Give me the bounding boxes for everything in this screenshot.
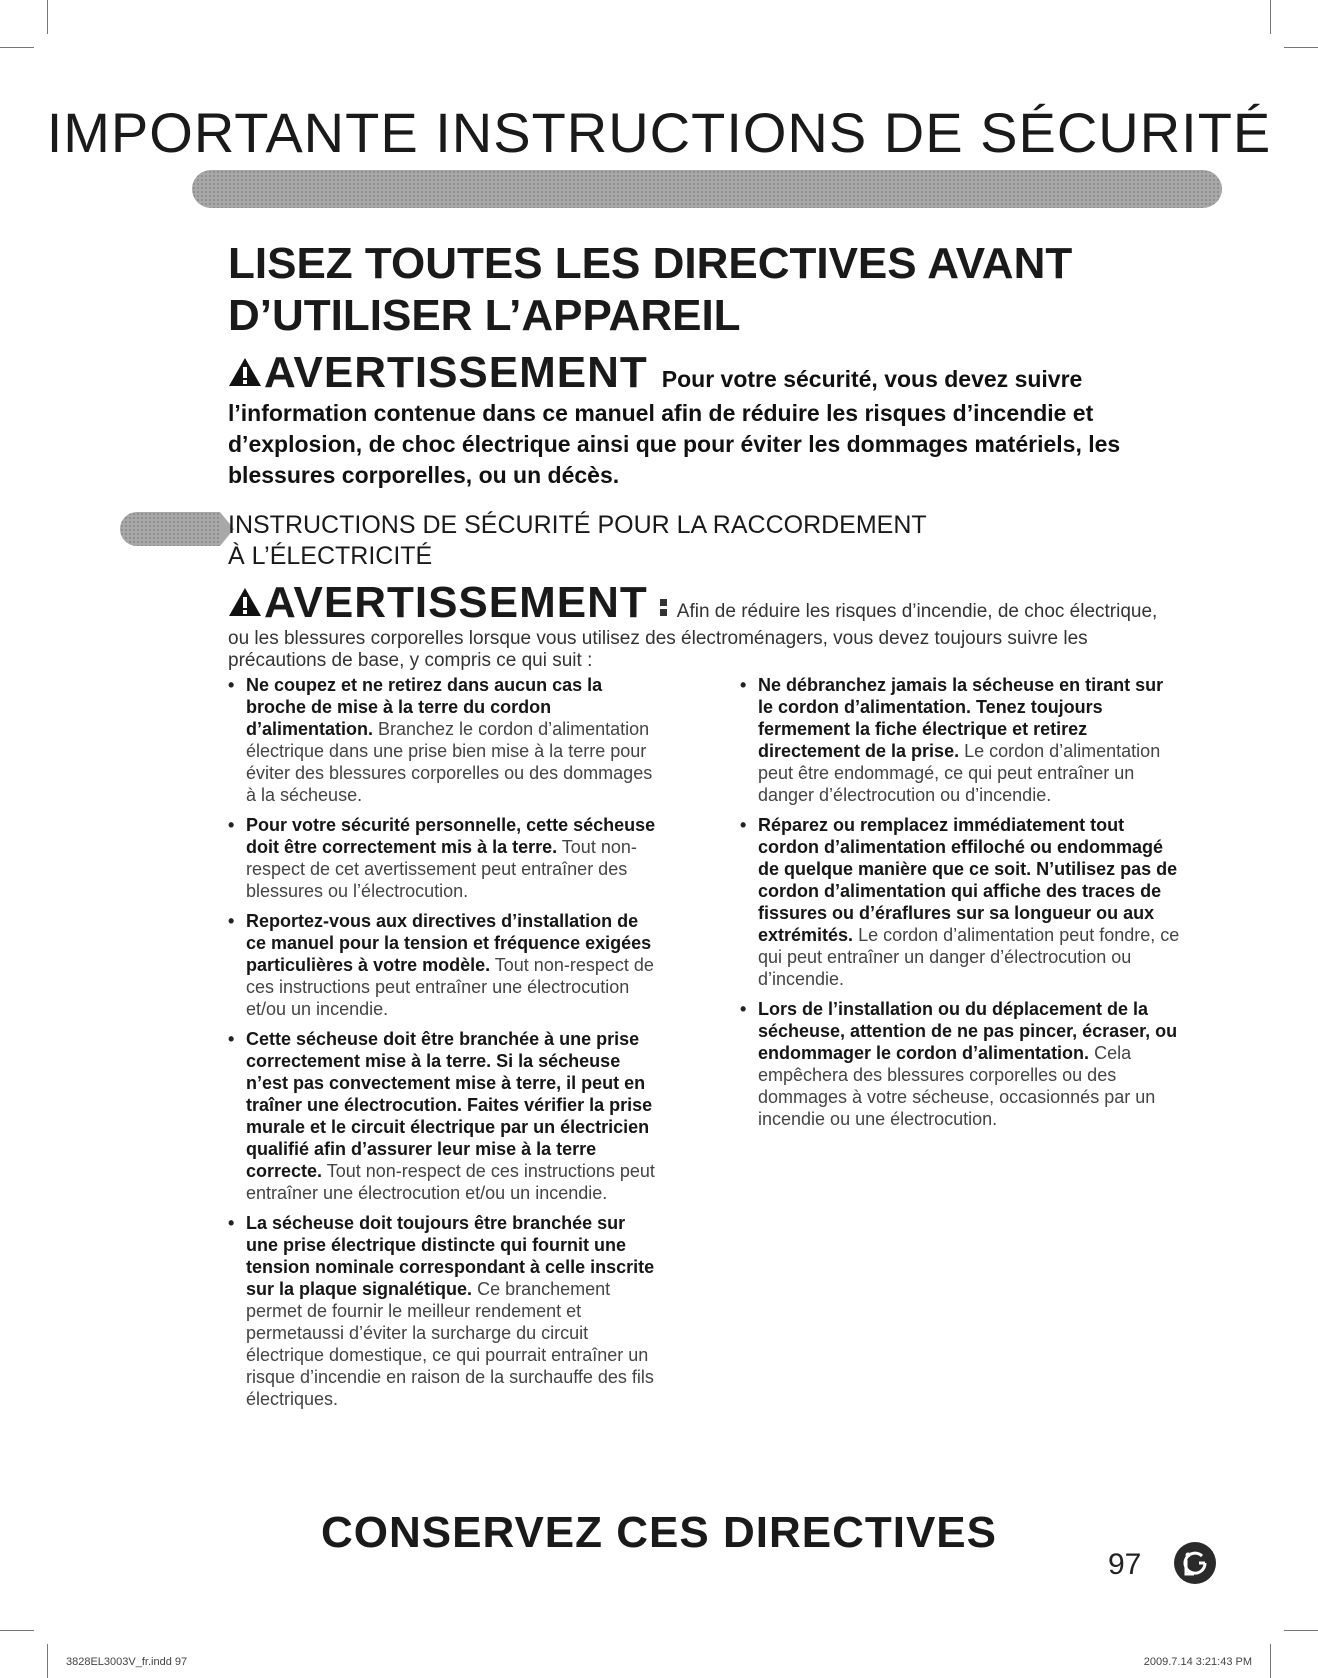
item-text: Tout non-respect de ces instructions peut entraîner une électrocution et/ou un incendie. xyxy=(246,1161,655,1203)
warning-block-2 xyxy=(228,578,1188,672)
crop-mark xyxy=(1270,0,1271,34)
item-bold-text: Réparez ou remplacez immédiatement tout cordon d’alimentation effiloché ou endommagé de quelque manière que ce soit. N’utilisez pas de cordon d’alimentation qui affiche des traces de fissures ou d’éraflures sur sa longueur ou aux extrémités. xyxy=(758,815,1178,945)
page-title: IMPORTANTE INSTRUCTIONS DE SÉCURITÉ xyxy=(46,101,1272,164)
section-marker xyxy=(120,512,220,546)
list-item xyxy=(228,910,658,1020)
warning-triangle-icon xyxy=(228,587,262,622)
section-heading-line1: INSTRUCTIONS DE SÉCURITÉ POUR LA RACCORDEMENT xyxy=(228,511,927,539)
footer-title: CONSERVEZ CES DIRECTIVES xyxy=(321,1508,997,1557)
item-text: Le cordon d’alimentation peut être endommagé, ce qui peut entraîner un danger d’électrocution ou d’incendie. xyxy=(758,741,1161,805)
item-text: Ce branchement permet de fournir le meilleur rendement et permetaussi d’éviter la surcharge du circuit électrique domestique, ce qui pourrait entraîner un risque d’incendie en raison de la surchauffe des fils électriques. xyxy=(246,1279,654,1409)
item-bold-text: Ne débranchez jamais la sécheuse en tirant sur le cordon d’alimentation. Tenez toujours fermement la fiche électrique et retirez directement de la prise. xyxy=(758,675,1164,761)
list-item xyxy=(740,814,1180,990)
main-heading-line2: D’UTILISER L’APPAREIL xyxy=(228,291,741,340)
bullet-icon: • xyxy=(228,1029,235,1049)
page-number: 97 xyxy=(1108,1548,1142,1581)
warning-block-1 xyxy=(228,348,1148,491)
warning-body-text: l’information contenue dans ce manuel afin de réduire les risques d’incendie et d’explosion, de choc électrique ainsi que pour éviter les dommages matériels, les blessures corporelles, ou un décès. xyxy=(228,400,1121,488)
list-item xyxy=(740,674,1180,806)
colon-separator xyxy=(660,609,667,616)
item-text: Branchez le cordon d’alimentation électrique dans une prise bien mise à la terre pour éviter des blessures corporelles ou des dommages à la sécheuse. xyxy=(246,719,653,805)
bullet-icon: • xyxy=(228,911,235,931)
main-heading-line1: LISEZ TOUTES LES DIRECTIVES AVANT xyxy=(228,239,1073,288)
item-bold-text: Lors de l’installation ou du déplacement de la sécheuse, attention de ne pas pincer, écraser, ou endommager le cordon d’alimentation. xyxy=(758,999,1178,1063)
warning-triangle-icon xyxy=(228,357,262,392)
section-heading-line2: À L’ÉLECTRICITÉ xyxy=(228,542,433,570)
item-bold-text: La sécheuse doit toujours être branchée sur une prise électrique distincte qui fournit une tension nominale correspondant à celle inscrite sur la plaque signalétique. xyxy=(246,1213,655,1299)
crop-mark xyxy=(1270,1644,1271,1678)
bullet-icon: • xyxy=(228,1213,235,1233)
instructions-column-left xyxy=(228,674,658,1418)
item-text: Cela empêchera des blessures corporelles ou des dommages à votre sécheuse, occasionnés par un incendie ou une électrocution. xyxy=(758,1043,1156,1129)
print-slug-left: 3828EL3003V_fr.indd 97 xyxy=(66,1656,188,1668)
warning-lead-text: Afin de réduire les risques d’incendie, de choc électrique, xyxy=(676,601,1158,622)
crop-mark xyxy=(0,47,34,48)
warning-body-text: ou les blessures corporelles lorsque vous utilisez des électroménagers, vous devez toujours suivre les précautions de base, y compris ce qui suit : xyxy=(228,628,1088,671)
title-decor-bar xyxy=(192,170,1222,208)
list-item xyxy=(740,998,1180,1130)
crop-mark xyxy=(0,1630,34,1631)
bullet-icon: • xyxy=(740,815,747,835)
item-text: Tout non-respect de cet avertissement peut entraîner des blessures ou l’électrocution. xyxy=(246,837,637,901)
list-item xyxy=(228,674,658,806)
bullet-icon: • xyxy=(740,999,747,1019)
list-item xyxy=(228,1028,658,1204)
bullet-icon: • xyxy=(228,815,235,835)
warning-label: AVERTISSEMENT xyxy=(264,348,648,397)
item-bold-text: Pour votre sécurité personnelle, cette sécheuse doit être correctement mis à la terre. xyxy=(246,815,656,857)
print-slug-right: 2009.7.14 3:21:43 PM xyxy=(1143,1656,1252,1668)
crop-mark xyxy=(1284,1630,1318,1631)
warning-label: AVERTISSEMENT xyxy=(264,578,648,627)
crop-mark xyxy=(47,1644,48,1678)
item-bold-text: Ne coupez et ne retirez dans aucun cas la broche de mise à la terre du cordon d’alimentation. xyxy=(246,675,603,739)
item-bold-text: Cette sécheuse doit être branchée à une prise correctement mise à la terre. Si la sécheuse n’est pas convectement mise à terre, il peut en traîner une électrocution. Faites vérifier la prise murale et le circuit électrique par un électricien qualifié afin d’assurer leur mise à la terre correcte. xyxy=(246,1029,653,1181)
bullet-icon: • xyxy=(228,675,235,695)
item-text: Le cordon d’alimentation peut fondre, ce qui peut entraîner un danger d’électrocution ou d’incendie. xyxy=(758,925,1180,989)
main-heading xyxy=(228,238,1128,342)
crop-mark xyxy=(1284,47,1318,48)
instructions-column-right xyxy=(740,674,1180,1138)
item-text: Tout non-respect de ces instructions peut entraîner une électrocution et/ou un incendie. xyxy=(246,955,654,1019)
list-item xyxy=(228,1212,658,1410)
lg-logo-icon xyxy=(1172,1540,1218,1591)
item-bold-text: Reportez-vous aux directives d’installation de ce manuel pour la tension et fréquence exigées particulières à votre modèle. xyxy=(246,911,652,975)
list-item xyxy=(228,814,658,902)
section-heading xyxy=(228,510,1028,572)
crop-mark xyxy=(47,0,48,34)
warning-lead-text: Pour votre sécurité, vous devez suivre xyxy=(661,366,1083,392)
bullet-icon: • xyxy=(740,675,747,695)
